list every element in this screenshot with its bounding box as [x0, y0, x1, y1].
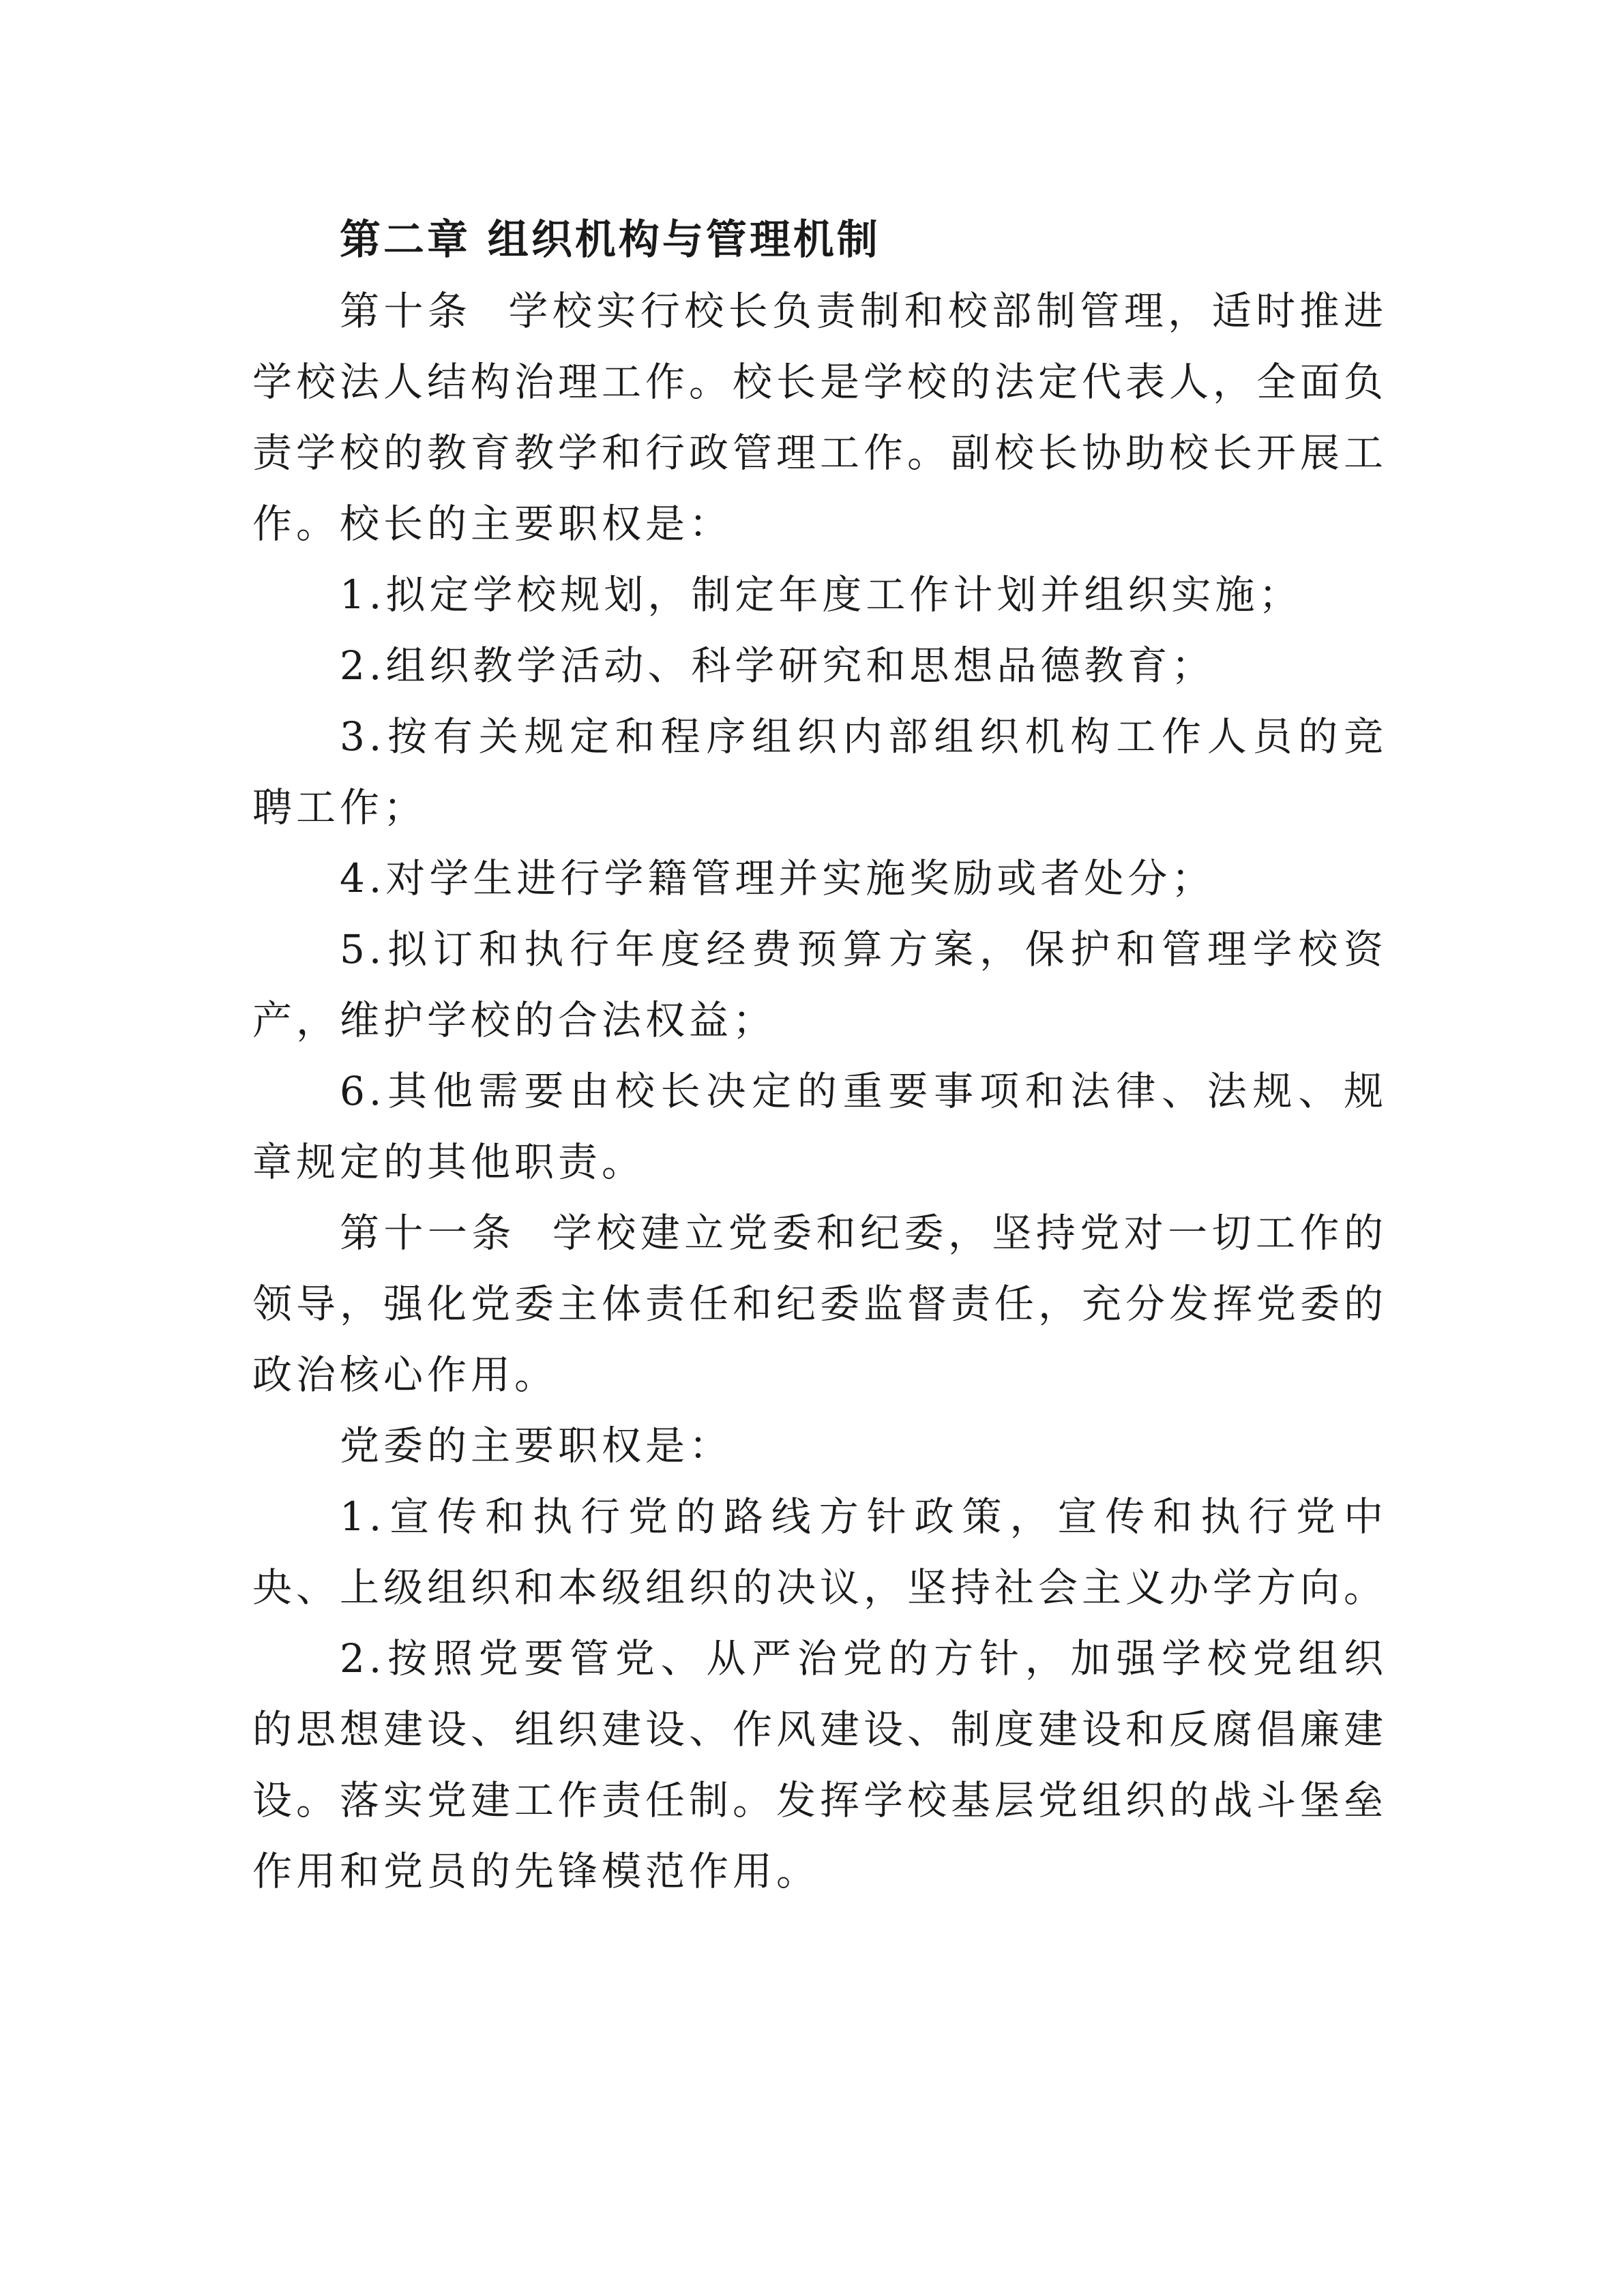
- chapter-heading: 第二章 组织机构与管理机制: [340, 216, 881, 264]
- article-10-item: 5.拟订和执行年度经费预算方案，保护和管理学校资产，维护学校的合法权益；: [252, 926, 1387, 1043]
- article-10-body: 学校实行校长负责制和校部制管理，适时推进学校法人结构治理工作。校长是学校的法定代表人，全面负责学校的教育教学和行政管理工作。副校长协助校长开展工作。校长的主要职权是：: [252, 288, 1388, 547]
- article-11-intro: 党委的主要职权是：: [340, 1422, 733, 1469]
- article-10-item: 4.对学生进行学籍管理并实施奖励或者处分；: [340, 855, 1215, 901]
- document-body: [252, 205, 1387, 1907]
- article-11-paragraph: [252, 1197, 1387, 1410]
- article-11-item: 1.宣传和执行党的路线方针政策，宣传和执行党中央、上级组织和本级组织的决议，坚持社会主义办学方向。: [252, 1493, 1388, 1611]
- article-10-item: 6.其他需要由校长决定的重要事项和法律、法规、规章规定的其他职责。: [252, 1068, 1387, 1185]
- article-10-item: 1.拟定学校规划，制定年度工作计划并组织实施；: [340, 571, 1303, 618]
- article-10-item: 3.按有关规定和程序组织内部组织机构工作人员的竞聘工作；: [252, 713, 1387, 831]
- article-10-paragraph: [252, 275, 1387, 559]
- article-11-item: 2.按照党要管党、从严治党的方针，加强学校党组织的思想建设、组织建设、作风建设、制度建设和反腐倡廉建设。落实党建工作责任制。发挥学校基层党组织的战斗堡垒作用和党员的先锋模范作用。: [252, 1635, 1388, 1894]
- article-10-item: 2.组织教学活动、科学研究和思想品德教育；: [340, 642, 1215, 689]
- article-11-number: 第十一条: [340, 1210, 516, 1256]
- article-11-body: 学校建立党委和纪委，坚持党对一切工作的领导，强化党委主体责任和纪委监督责任，充分发挥党委的政治核心作用。: [252, 1210, 1388, 1398]
- article-10-number: 第十条: [340, 288, 472, 334]
